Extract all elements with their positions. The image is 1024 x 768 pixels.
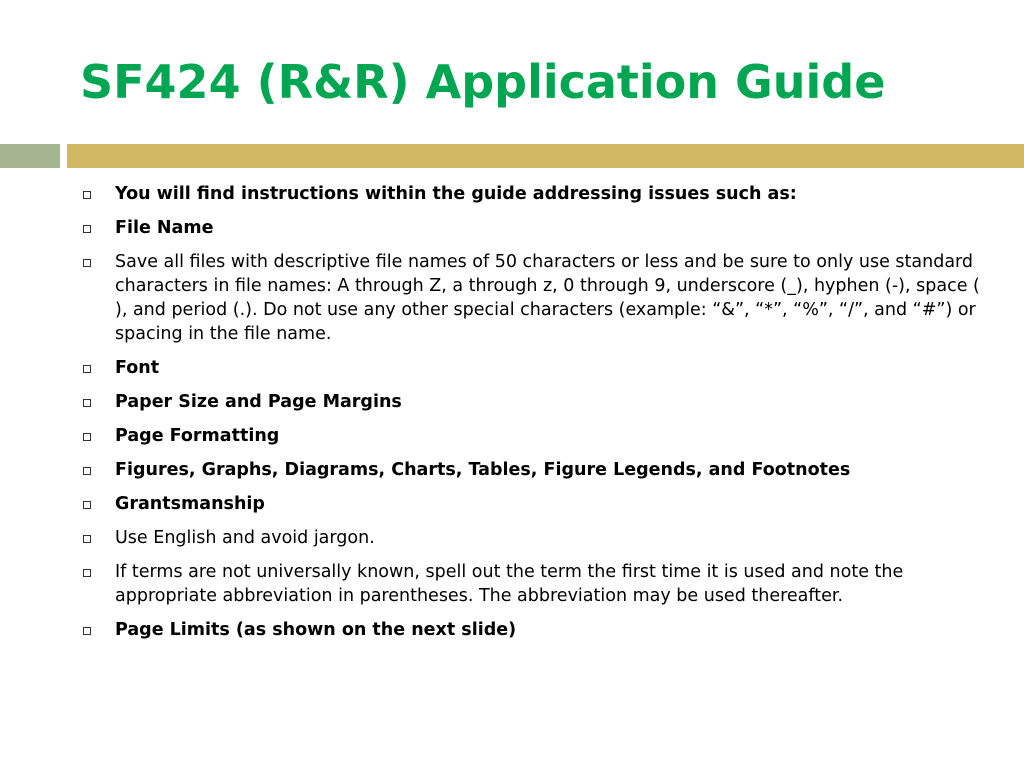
bullet-text: Grantsmanship [115,494,265,514]
bullet-item [78,356,988,380]
bullet-list [78,182,988,652]
bullet-text: Font [115,358,160,378]
bullet-text: File Name [115,218,214,238]
square-bullet-icon [78,390,115,414]
square-bullet-icon [78,182,115,206]
bullet-item [78,182,988,206]
square-bullet-icon [78,526,115,550]
bullet-item [78,216,988,240]
square-bullet-icon [78,356,115,380]
bullet-text: If terms are not universally known, spell out the term the first time it is used and note the appropriate abbreviation in parentheses. The abbreviation may be used thereafter. [115,562,904,606]
bullet-item [78,390,988,414]
bullet-text: Save all files with descriptive file names of 50 characters or less and be sure to only use standard characters in file names: A through Z, a through z, 0 through 9, underscore (_), hyphen (-), space ( ), and period (.). Do not use any other special characters (example: “&”, “*”, “%”, “/”, and “#”) or spacing in the file name. [115,252,980,344]
square-bullet-icon [78,216,115,240]
bullet-item [78,526,988,550]
bullet-item [78,560,988,608]
bullet-item [78,618,988,642]
bullet-text: Use English and avoid jargon. [115,528,375,548]
bullet-item [78,424,988,448]
bullet-item [78,492,988,516]
bullet-text: Page Limits (as shown on the next slide) [115,620,517,640]
title-divider-left [0,144,60,168]
square-bullet-icon [78,618,115,642]
bullet-text: Paper Size and Page Margins [115,392,402,412]
bullet-item [78,458,988,482]
bullet-text: You will find instructions within the guide addressing issues such as: [115,184,797,204]
square-bullet-icon [78,424,115,448]
title-divider-right [67,144,1024,168]
slide-title: SF424 (R&R) Application Guide [80,55,886,109]
square-bullet-icon [78,560,115,584]
square-bullet-icon [78,458,115,482]
bullet-text: Figures, Graphs, Diagrams, Charts, Tables, Figure Legends, and Footnotes [115,460,851,480]
square-bullet-icon [78,492,115,516]
bullet-text: Page Formatting [115,426,280,446]
bullet-item [78,250,988,346]
square-bullet-icon [78,250,115,274]
